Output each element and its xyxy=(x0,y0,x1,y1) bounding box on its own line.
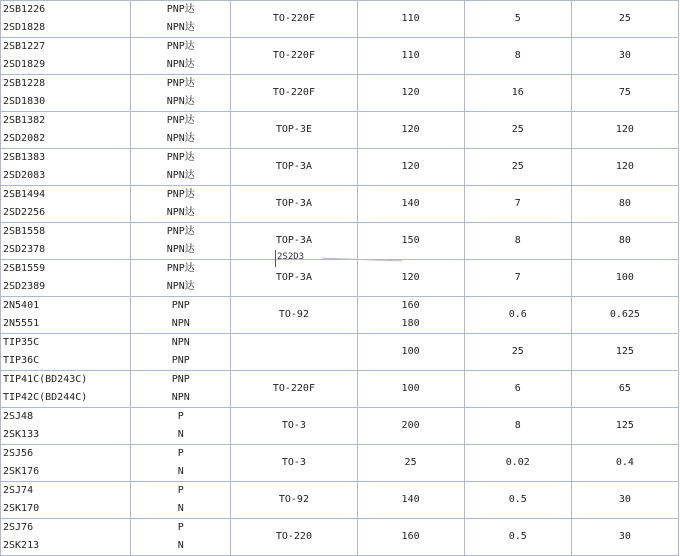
model-cell-line: 2SD2083 xyxy=(3,170,46,181)
model-cell xyxy=(1,408,131,445)
model-cell-line: 2N5401 xyxy=(3,300,40,311)
type-cell-line: N xyxy=(177,540,184,551)
current-cell xyxy=(464,519,571,556)
current-cell xyxy=(464,186,571,223)
voltage-cell xyxy=(357,260,464,297)
model-cell xyxy=(1,260,131,297)
type-cell-line: PNP xyxy=(171,355,190,366)
type-cell-line: PNP xyxy=(171,374,190,385)
package-cell-value: TO-92 xyxy=(278,494,309,505)
current-cell xyxy=(464,371,571,408)
type-cell-line: PNP达 xyxy=(166,226,195,237)
model-cell-line: 2SJ74 xyxy=(3,485,34,496)
package-cell-value: TO-220F xyxy=(272,13,315,24)
voltage-cell-value: 100 xyxy=(401,346,420,357)
model-cell-line: TIP41C(BD243C) xyxy=(3,374,88,385)
model-cell-line: TIP35C xyxy=(3,337,40,348)
voltage-cell xyxy=(357,334,464,371)
type-cell xyxy=(131,297,231,334)
table-row xyxy=(1,223,679,260)
package-cell xyxy=(231,371,357,408)
model-cell xyxy=(1,38,131,75)
package-cell xyxy=(231,408,357,445)
voltage-cell xyxy=(357,112,464,149)
current-cell-value: 25 xyxy=(511,124,524,135)
power-cell-value: 30 xyxy=(618,531,631,542)
current-cell xyxy=(464,1,571,38)
package-cell xyxy=(231,186,357,223)
type-cell-line: PNP达 xyxy=(166,4,195,15)
table-row xyxy=(1,297,679,334)
current-cell xyxy=(464,149,571,186)
package-cell-value: TO-3 xyxy=(281,420,306,431)
voltage-cell xyxy=(357,519,464,556)
voltage-cell-value: 100 xyxy=(401,383,420,394)
package-cell xyxy=(231,112,357,149)
current-cell-value: 0.5 xyxy=(508,531,527,542)
type-cell-line: PNP达 xyxy=(166,78,195,89)
voltage-cell xyxy=(357,297,464,334)
current-cell-value: 0.02 xyxy=(505,457,530,468)
voltage-cell-value: 200 xyxy=(401,420,420,431)
power-cell-value: 125 xyxy=(615,346,634,357)
type-cell-line: NPN xyxy=(171,337,190,348)
power-cell-value: 25 xyxy=(618,13,631,24)
table-row xyxy=(1,75,679,112)
voltage-cell-value: 140 xyxy=(401,198,420,209)
table-row xyxy=(1,1,679,38)
current-cell xyxy=(464,445,571,482)
model-cell-line: 2N5551 xyxy=(3,318,40,329)
package-cell-value: TOP-3A xyxy=(275,272,312,283)
voltage-cell-value: 25 xyxy=(404,457,417,468)
model-cell-line: 2SD2082 xyxy=(3,133,46,144)
model-cell xyxy=(1,445,131,482)
model-cell xyxy=(1,371,131,408)
type-cell xyxy=(131,371,231,408)
power-cell xyxy=(571,1,678,38)
current-cell xyxy=(464,408,571,445)
power-cell-value: 65 xyxy=(618,383,631,394)
package-cell xyxy=(231,519,357,556)
package-cell xyxy=(231,334,357,371)
type-cell-line: N xyxy=(177,466,184,477)
type-cell xyxy=(131,186,231,223)
table-row xyxy=(1,186,679,223)
power-cell xyxy=(571,112,678,149)
package-cell-value: TO-220F xyxy=(272,50,315,61)
type-cell-line: PNP达 xyxy=(166,115,195,126)
power-cell xyxy=(571,519,678,556)
package-cell-value: TO-3 xyxy=(281,457,306,468)
type-cell-line: PNP达 xyxy=(166,189,195,200)
table-row xyxy=(1,112,679,149)
voltage-cell-value: 120 xyxy=(401,124,420,135)
voltage-cell xyxy=(357,75,464,112)
table-row xyxy=(1,149,679,186)
current-cell-value: 25 xyxy=(511,346,524,357)
current-cell-value: 8 xyxy=(514,420,521,431)
voltage-cell xyxy=(357,186,464,223)
power-cell-value: 75 xyxy=(618,87,631,98)
current-cell xyxy=(464,482,571,519)
type-cell-line: NPN达 xyxy=(166,96,195,107)
power-cell xyxy=(571,445,678,482)
table-row xyxy=(1,371,679,408)
type-cell xyxy=(131,482,231,519)
power-cell xyxy=(571,334,678,371)
type-cell-line: NPN达 xyxy=(166,133,195,144)
power-cell xyxy=(571,371,678,408)
type-cell-line: NPN达 xyxy=(166,22,195,33)
package-cell xyxy=(231,482,357,519)
type-cell-line: P xyxy=(177,522,184,533)
model-cell xyxy=(1,334,131,371)
package-cell-value: TOP-3A xyxy=(275,235,312,246)
type-cell xyxy=(131,445,231,482)
voltage-cell xyxy=(357,149,464,186)
package-cell xyxy=(231,149,357,186)
model-cell-line: 2SK213 xyxy=(3,540,40,551)
table-row xyxy=(1,482,679,519)
model-cell-line: 2SD1829 xyxy=(3,59,46,70)
model-cell-line: 2SD2256 xyxy=(3,207,46,218)
power-cell xyxy=(571,260,678,297)
voltage-cell-value: 110 xyxy=(401,50,420,61)
power-cell xyxy=(571,149,678,186)
type-cell xyxy=(131,334,231,371)
model-cell-line: 2SB1383 xyxy=(3,152,46,163)
model-cell-line: 2SB1228 xyxy=(3,78,46,89)
type-cell xyxy=(131,1,231,38)
type-cell-line: NPN达 xyxy=(166,59,195,70)
model-cell-line: 2SD2389 xyxy=(3,281,46,292)
model-cell-line: 2SK176 xyxy=(3,466,40,477)
type-cell-line: P xyxy=(177,411,184,422)
model-cell xyxy=(1,149,131,186)
model-cell-line: 2SD1828 xyxy=(3,22,46,33)
power-cell xyxy=(571,75,678,112)
table-row xyxy=(1,519,679,556)
current-cell xyxy=(464,38,571,75)
power-cell-value: 30 xyxy=(618,494,631,505)
model-cell-line: 2SB1226 xyxy=(3,4,46,15)
current-cell-value: 0.5 xyxy=(508,494,527,505)
power-cell-value: 125 xyxy=(615,420,634,431)
model-cell-line: 2SD1830 xyxy=(3,96,46,107)
type-cell xyxy=(131,519,231,556)
type-cell xyxy=(131,260,231,297)
type-cell-line: PNP达 xyxy=(166,263,195,274)
current-cell xyxy=(464,297,571,334)
model-cell-line: 2SK170 xyxy=(3,503,40,514)
package-cell-value: TO-220F xyxy=(272,87,315,98)
table-row xyxy=(1,38,679,75)
package-cell xyxy=(231,1,357,38)
model-cell xyxy=(1,75,131,112)
power-cell-value: 80 xyxy=(618,235,631,246)
type-cell-line: PNP达 xyxy=(166,152,195,163)
model-cell-line: 2SD2378 xyxy=(3,244,46,255)
package-cell-value: TOP-3A xyxy=(275,161,312,172)
voltage-cell xyxy=(357,408,464,445)
model-cell-line: 2SB1227 xyxy=(3,41,46,52)
stray-mark xyxy=(275,250,276,267)
stray-text: 2S2D3 xyxy=(277,252,305,262)
power-cell-value: 0.625 xyxy=(609,309,640,320)
type-cell-line: NPN xyxy=(171,392,190,403)
current-cell xyxy=(464,112,571,149)
power-cell-value: 100 xyxy=(615,272,634,283)
type-cell xyxy=(131,408,231,445)
voltage-cell-value: 160 xyxy=(401,531,420,542)
model-cell-line: TIP36C xyxy=(3,355,40,366)
type-cell-line: NPN达 xyxy=(166,244,195,255)
model-cell-line: 2SB1382 xyxy=(3,115,46,126)
model-cell-line: 2SJ48 xyxy=(3,411,34,422)
model-cell-line: 2SJ56 xyxy=(3,448,34,459)
voltage-cell-value: 110 xyxy=(401,13,420,24)
power-cell xyxy=(571,297,678,334)
model-cell xyxy=(1,297,131,334)
power-cell-value: 120 xyxy=(615,161,634,172)
table-body xyxy=(1,1,679,556)
power-cell-value: 120 xyxy=(615,124,634,135)
type-cell-line: PNP xyxy=(171,300,190,311)
voltage-cell-line: 160 xyxy=(401,300,420,311)
voltage-cell-value: 120 xyxy=(401,87,420,98)
power-cell xyxy=(571,186,678,223)
type-cell-line: NPN xyxy=(171,318,190,329)
model-cell xyxy=(1,223,131,260)
type-cell-line: NPN达 xyxy=(166,170,195,181)
power-cell-value: 80 xyxy=(618,198,631,209)
voltage-cell-value: 120 xyxy=(401,272,420,283)
model-cell xyxy=(1,519,131,556)
current-cell-value: 7 xyxy=(514,198,521,209)
model-cell-line: 2SB1559 xyxy=(3,263,46,274)
current-cell xyxy=(464,75,571,112)
package-cell-value: TO-220F xyxy=(272,383,315,394)
voltage-cell xyxy=(357,482,464,519)
model-cell-line: 2SJ76 xyxy=(3,522,34,533)
table-row xyxy=(1,334,679,371)
power-cell xyxy=(571,38,678,75)
type-cell-line: P xyxy=(177,448,184,459)
current-cell-value: 16 xyxy=(511,87,524,98)
current-cell-value: 7 xyxy=(514,272,521,283)
type-cell-line: NPN达 xyxy=(166,207,195,218)
voltage-cell-value: 140 xyxy=(401,494,420,505)
type-cell xyxy=(131,223,231,260)
voltage-cell xyxy=(357,1,464,38)
current-cell-value: 8 xyxy=(514,235,521,246)
current-cell-value: 25 xyxy=(511,161,524,172)
type-cell-line: PNP达 xyxy=(166,41,195,52)
voltage-cell-value: 120 xyxy=(401,161,420,172)
type-cell xyxy=(131,149,231,186)
package-cell xyxy=(231,75,357,112)
model-cell-line: 2SB1494 xyxy=(3,189,46,200)
package-cell xyxy=(231,445,357,482)
package-cell-value: TOP-3A xyxy=(275,198,312,209)
power-cell-value: 0.4 xyxy=(615,457,634,468)
type-cell-line: NPN达 xyxy=(166,281,195,292)
package-cell-value xyxy=(231,334,356,370)
current-cell xyxy=(464,260,571,297)
table-row xyxy=(1,260,679,297)
power-cell xyxy=(571,408,678,445)
type-cell-line: P xyxy=(177,485,184,496)
voltage-cell xyxy=(357,445,464,482)
model-cell xyxy=(1,482,131,519)
current-cell-value: 6 xyxy=(514,383,521,394)
current-cell-value: 0.6 xyxy=(508,309,527,320)
model-cell xyxy=(1,112,131,149)
package-cell-value: TO-220 xyxy=(275,531,312,542)
package-cell-value: TOP-3E xyxy=(275,124,312,135)
voltage-cell xyxy=(357,223,464,260)
type-cell xyxy=(131,75,231,112)
type-cell xyxy=(131,38,231,75)
model-cell xyxy=(1,1,131,38)
voltage-cell xyxy=(357,371,464,408)
current-cell-value: 8 xyxy=(514,50,521,61)
package-cell xyxy=(231,297,357,334)
current-cell xyxy=(464,223,571,260)
table-row xyxy=(1,408,679,445)
model-cell-line: 2SB1558 xyxy=(3,226,46,237)
power-cell xyxy=(571,482,678,519)
model-cell-line: TIP42C(BD244C) xyxy=(3,392,88,403)
package-cell xyxy=(231,260,357,297)
current-cell xyxy=(464,334,571,371)
type-cell-line: N xyxy=(177,503,184,514)
model-cell xyxy=(1,186,131,223)
type-cell-line: N xyxy=(177,429,184,440)
type-cell xyxy=(131,112,231,149)
package-cell-value: TO-92 xyxy=(278,309,309,320)
power-cell-value: 30 xyxy=(618,50,631,61)
package-cell xyxy=(231,38,357,75)
voltage-cell-line: 180 xyxy=(401,318,420,329)
table-row xyxy=(1,445,679,482)
model-cell-line: 2SK133 xyxy=(3,429,40,440)
current-cell-value: 5 xyxy=(514,13,521,24)
voltage-cell xyxy=(357,38,464,75)
voltage-cell-value: 150 xyxy=(401,235,420,246)
power-cell xyxy=(571,223,678,260)
